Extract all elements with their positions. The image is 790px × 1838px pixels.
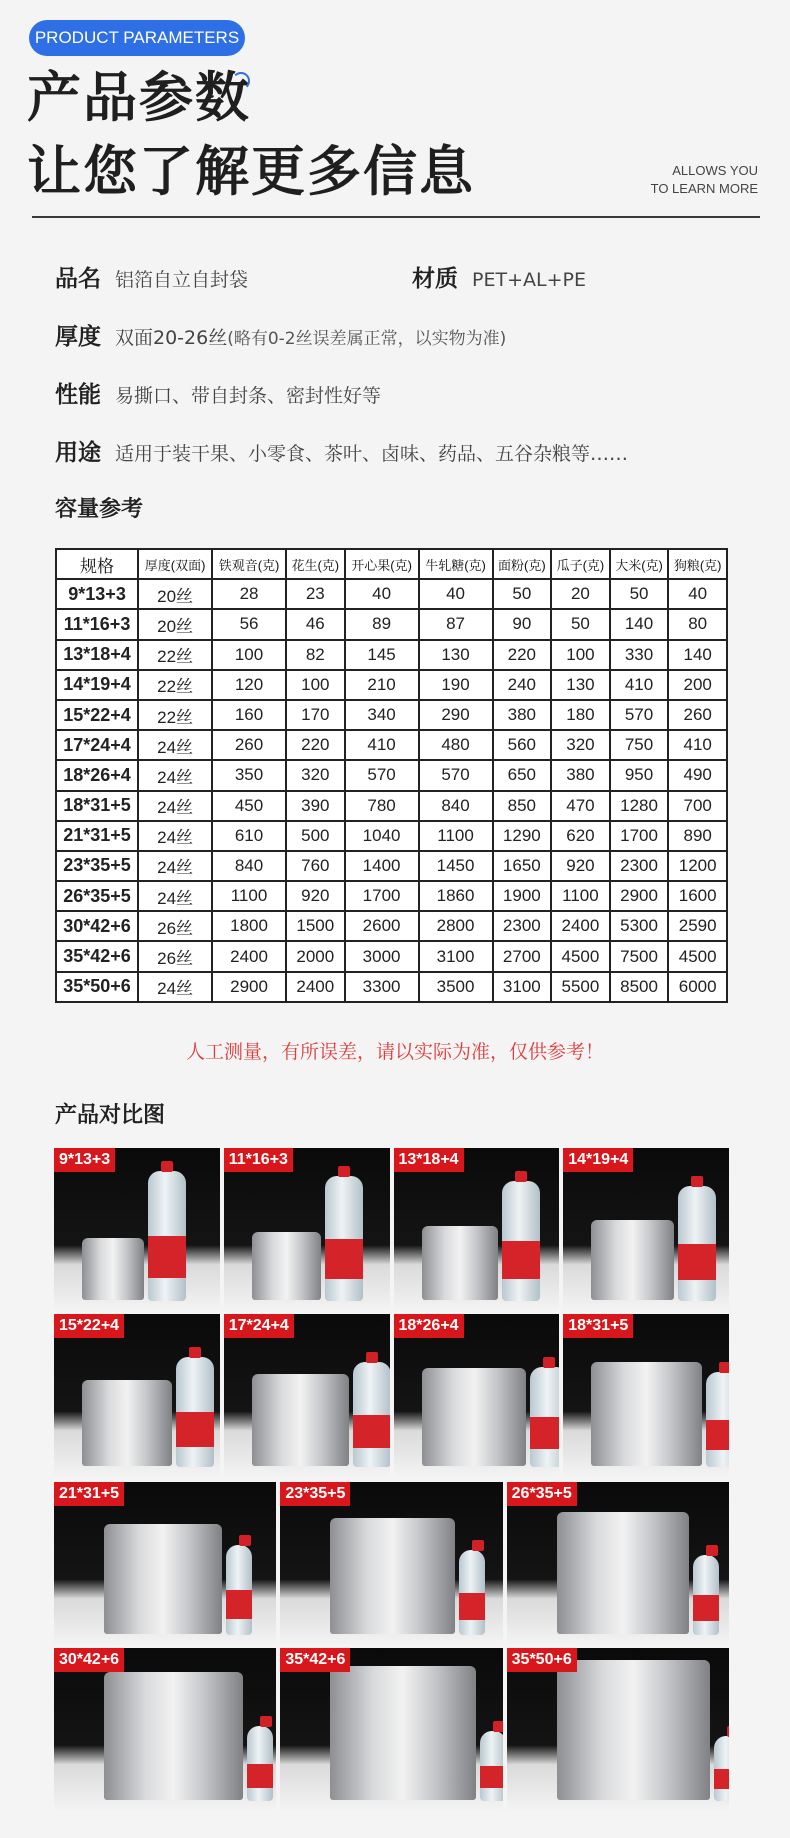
comparison-row — [54, 1482, 729, 1644]
table-cell: 3000 — [345, 941, 419, 971]
table-cell: 40 — [419, 579, 493, 609]
table-row — [56, 670, 727, 700]
table-row — [56, 760, 727, 790]
table-row — [56, 851, 727, 881]
product-parameters-badge: PRODUCT PARAMETERS — [29, 20, 245, 56]
table-cell: 1100 — [419, 821, 493, 851]
table-cell: 340 — [345, 700, 419, 730]
table-cell: 50 — [610, 579, 669, 609]
table-cell: 4500 — [551, 941, 610, 971]
column-header: 狗粮(克) — [668, 549, 727, 579]
table-cell: 2590 — [668, 911, 727, 941]
table-cell: 920 — [551, 851, 610, 881]
table-cell: 1500 — [286, 911, 345, 941]
table-cell: 24丝 — [138, 791, 212, 821]
table-cell: 89 — [345, 609, 419, 639]
table-cell: 24丝 — [138, 881, 212, 911]
size-tag: 35*42+6 — [280, 1648, 350, 1672]
table-cell: 50 — [493, 579, 552, 609]
table-cell: 500 — [286, 821, 345, 851]
size-tag: 17*24+4 — [224, 1314, 294, 1338]
comparison-heading: 产品对比图 — [55, 1103, 166, 1128]
page-subtitle: 让您了解更多信息 — [27, 140, 475, 203]
table-cell: 180 — [551, 700, 610, 730]
column-header: 大米(克) — [610, 549, 669, 579]
table-cell: 100 — [212, 640, 286, 670]
table-cell: 2000 — [286, 941, 345, 971]
table-cell: 24丝 — [138, 730, 212, 760]
table-cell: 210 — [345, 670, 419, 700]
table-cell: 1900 — [493, 881, 552, 911]
table-cell: 3100 — [493, 972, 552, 1002]
column-header: 花生(克) — [286, 549, 345, 579]
table-cell: 920 — [286, 881, 345, 911]
table-cell: 2900 — [212, 972, 286, 1002]
table-cell: 20丝 — [138, 609, 212, 639]
table-cell: 390 — [286, 791, 345, 821]
table-cell: 2900 — [610, 881, 669, 911]
size-tag: 18*31+5 — [563, 1314, 633, 1338]
page-title: 产品参数 — [27, 66, 251, 129]
performance-label: 性能 — [55, 382, 101, 408]
water-bottle-image — [706, 1372, 729, 1467]
capacity-table — [55, 548, 728, 1003]
product-photo — [280, 1482, 502, 1644]
param-performance-row — [55, 376, 381, 409]
spec-cell: 18*31+5 — [56, 791, 138, 821]
foil-bag-image — [330, 1666, 476, 1800]
table-cell: 410 — [610, 670, 669, 700]
spec-cell: 35*42+6 — [56, 941, 138, 971]
table-cell: 2400 — [286, 972, 345, 1002]
table-cell: 4500 — [668, 941, 727, 971]
disclaimer-text: 人工测量，有所误差，请以实际为准，仅供参考！ — [185, 1041, 604, 1063]
foil-bag-image — [82, 1380, 172, 1466]
table-cell: 450 — [212, 791, 286, 821]
table-cell: 750 — [610, 730, 669, 760]
table-cell: 200 — [668, 670, 727, 700]
table-cell: 380 — [551, 760, 610, 790]
table-row — [56, 730, 727, 760]
table-cell: 490 — [668, 760, 727, 790]
water-bottle-image — [693, 1555, 719, 1635]
header-divider — [32, 216, 760, 218]
table-cell: 320 — [286, 760, 345, 790]
foil-bag-image — [591, 1362, 702, 1466]
product-photo — [224, 1314, 390, 1476]
product-photo — [563, 1148, 729, 1310]
table-row — [56, 821, 727, 851]
side-caption-line2: TO LEARN MORE — [650, 181, 758, 196]
product-photo — [54, 1648, 276, 1810]
comparison-row — [54, 1648, 729, 1810]
table-cell: 890 — [668, 821, 727, 851]
name-value: 铝箔自立自封袋 — [115, 269, 249, 291]
size-tag: 30*42+6 — [54, 1648, 124, 1672]
table-cell: 1040 — [345, 821, 419, 851]
column-header: 铁观音(克) — [212, 549, 286, 579]
capacity-table-header — [56, 549, 727, 579]
size-tag: 13*18+4 — [394, 1148, 464, 1172]
spec-cell: 13*18+4 — [56, 640, 138, 670]
water-bottle-image — [714, 1736, 729, 1801]
table-cell: 610 — [212, 821, 286, 851]
table-cell: 570 — [419, 760, 493, 790]
table-cell: 1800 — [212, 911, 286, 941]
table-cell: 950 — [610, 760, 669, 790]
column-header: 开心果(克) — [345, 549, 419, 579]
table-cell: 120 — [212, 670, 286, 700]
table-cell: 700 — [668, 791, 727, 821]
table-cell: 26丝 — [138, 941, 212, 971]
table-cell: 1100 — [551, 881, 610, 911]
size-tag: 21*31+5 — [54, 1482, 124, 1506]
table-cell: 410 — [668, 730, 727, 760]
comparison-row — [54, 1148, 729, 1310]
thickness-note: (略有0-2丝误差属正常，以实物为准) — [227, 329, 507, 349]
comparison-row — [54, 1314, 729, 1476]
water-bottle-image — [176, 1357, 214, 1467]
foil-bag-image — [422, 1368, 526, 1466]
table-cell: 2300 — [493, 911, 552, 941]
side-caption-line1: ALLOWS YOU — [672, 163, 758, 178]
table-cell: 220 — [286, 730, 345, 760]
table-cell: 160 — [212, 700, 286, 730]
param-thickness-row — [55, 318, 506, 351]
water-bottle-image — [325, 1176, 363, 1301]
material-value: PET+AL+PE — [472, 269, 586, 291]
foil-bag-image — [557, 1512, 689, 1634]
table-cell: 140 — [668, 640, 727, 670]
table-cell: 260 — [212, 730, 286, 760]
spec-cell: 23*35+5 — [56, 851, 138, 881]
column-header: 面粉(克) — [493, 549, 552, 579]
foil-bag-image — [252, 1232, 321, 1300]
capacity-heading: 容量参考 — [55, 497, 144, 522]
table-cell: 480 — [419, 730, 493, 760]
product-photo — [507, 1648, 729, 1810]
table-cell: 40 — [345, 579, 419, 609]
table-cell: 240 — [493, 670, 552, 700]
water-bottle-image — [530, 1367, 560, 1467]
table-cell: 260 — [668, 700, 727, 730]
size-tag: 14*19+4 — [563, 1148, 633, 1172]
param-name-row — [55, 260, 248, 293]
material-label: 材质 — [412, 266, 458, 292]
table-cell: 170 — [286, 700, 345, 730]
product-photo — [54, 1148, 220, 1310]
size-tag: 18*26+4 — [394, 1314, 464, 1338]
spec-cell: 17*24+4 — [56, 730, 138, 760]
water-bottle-image — [226, 1545, 252, 1635]
size-tag: 26*35+5 — [507, 1482, 577, 1506]
table-cell: 780 — [345, 791, 419, 821]
table-row — [56, 941, 727, 971]
table-cell: 5500 — [551, 972, 610, 1002]
foil-bag-image — [104, 1524, 222, 1634]
table-cell: 620 — [551, 821, 610, 851]
product-photo — [280, 1648, 502, 1810]
table-cell: 3100 — [419, 941, 493, 971]
table-cell: 82 — [286, 640, 345, 670]
table-cell: 87 — [419, 609, 493, 639]
table-cell: 1700 — [610, 821, 669, 851]
table-cell: 22丝 — [138, 670, 212, 700]
table-cell: 570 — [610, 700, 669, 730]
table-cell: 1650 — [493, 851, 552, 881]
table-cell: 20丝 — [138, 579, 212, 609]
table-cell: 1600 — [668, 881, 727, 911]
foil-bag-image — [422, 1226, 498, 1300]
table-cell: 1400 — [345, 851, 419, 881]
foil-bag-image — [252, 1374, 349, 1466]
table-row — [56, 972, 727, 1002]
foil-bag-image — [104, 1672, 243, 1800]
table-cell: 24丝 — [138, 821, 212, 851]
table-cell: 2700 — [493, 941, 552, 971]
table-cell: 40 — [668, 579, 727, 609]
performance-value: 易撕口、带自封条、密封性好等 — [115, 385, 382, 407]
table-cell: 145 — [345, 640, 419, 670]
table-cell: 380 — [493, 700, 552, 730]
spec-cell: 18*26+4 — [56, 760, 138, 790]
table-cell: 1450 — [419, 851, 493, 881]
table-cell: 23 — [286, 579, 345, 609]
usage-label: 用途 — [55, 440, 101, 466]
water-bottle-image — [247, 1726, 273, 1801]
spec-cell: 21*31+5 — [56, 821, 138, 851]
table-cell: 570 — [345, 760, 419, 790]
spec-cell: 15*22+4 — [56, 700, 138, 730]
param-usage-row — [55, 434, 628, 467]
capacity-table-body — [56, 579, 727, 1002]
thickness-value: 双面20-26丝 — [115, 327, 228, 349]
water-bottle-image — [353, 1362, 390, 1467]
spec-cell: 35*50+6 — [56, 972, 138, 1002]
table-cell: 190 — [419, 670, 493, 700]
param-material-row — [412, 260, 586, 293]
column-header: 瓜子(克) — [551, 549, 610, 579]
table-row — [56, 579, 727, 609]
size-tag: 11*16+3 — [224, 1148, 293, 1172]
table-cell: 24丝 — [138, 760, 212, 790]
title-decoration — [232, 72, 250, 90]
table-row — [56, 700, 727, 730]
table-cell: 80 — [668, 609, 727, 639]
table-cell: 22丝 — [138, 700, 212, 730]
product-photo — [224, 1148, 390, 1310]
table-cell: 840 — [212, 851, 286, 881]
table-cell: 22丝 — [138, 640, 212, 670]
water-bottle-image — [480, 1731, 502, 1801]
thickness-label: 厚度 — [55, 324, 101, 350]
table-cell: 8500 — [610, 972, 669, 1002]
spec-cell: 9*13+3 — [56, 579, 138, 609]
table-cell: 1290 — [493, 821, 552, 851]
table-cell: 5300 — [610, 911, 669, 941]
table-row — [56, 609, 727, 639]
table-cell: 330 — [610, 640, 669, 670]
table-cell: 1200 — [668, 851, 727, 881]
foil-bag-image — [82, 1238, 144, 1300]
table-cell: 2400 — [212, 941, 286, 971]
water-bottle-image — [459, 1550, 485, 1635]
product-photo — [394, 1148, 560, 1310]
column-header: 厚度(双面) — [138, 549, 212, 579]
table-cell: 6000 — [668, 972, 727, 1002]
spec-cell: 11*16+3 — [56, 609, 138, 639]
table-cell: 56 — [212, 609, 286, 639]
table-cell: 2300 — [610, 851, 669, 881]
size-tag: 15*22+4 — [54, 1314, 124, 1338]
product-photo — [507, 1482, 729, 1644]
name-label: 品名 — [55, 266, 101, 292]
table-cell: 350 — [212, 760, 286, 790]
table-cell: 1860 — [419, 881, 493, 911]
table-cell: 650 — [493, 760, 552, 790]
table-cell: 320 — [551, 730, 610, 760]
size-tag: 35*50+6 — [507, 1648, 577, 1672]
table-cell: 46 — [286, 609, 345, 639]
column-header: 规格 — [56, 549, 138, 579]
size-tag: 23*35+5 — [280, 1482, 350, 1506]
table-cell: 26丝 — [138, 911, 212, 941]
table-cell: 290 — [419, 700, 493, 730]
table-cell: 3500 — [419, 972, 493, 1002]
side-caption — [651, 162, 758, 198]
table-cell: 1100 — [212, 881, 286, 911]
water-bottle-image — [678, 1186, 716, 1301]
table-row — [56, 791, 727, 821]
product-photo — [54, 1314, 220, 1476]
table-row — [56, 881, 727, 911]
table-cell: 130 — [551, 670, 610, 700]
table-cell: 20 — [551, 579, 610, 609]
table-cell: 470 — [551, 791, 610, 821]
table-cell: 410 — [345, 730, 419, 760]
foil-bag-image — [557, 1660, 710, 1800]
spec-cell: 14*19+4 — [56, 670, 138, 700]
table-cell: 850 — [493, 791, 552, 821]
table-cell: 2600 — [345, 911, 419, 941]
foil-bag-image — [591, 1220, 674, 1300]
table-cell: 24丝 — [138, 851, 212, 881]
table-cell: 100 — [551, 640, 610, 670]
water-bottle-image — [148, 1171, 186, 1301]
table-cell: 1280 — [610, 791, 669, 821]
table-cell: 2400 — [551, 911, 610, 941]
table-cell: 24丝 — [138, 972, 212, 1002]
column-header: 牛轧糖(克) — [419, 549, 493, 579]
spec-cell: 30*42+6 — [56, 911, 138, 941]
table-cell: 840 — [419, 791, 493, 821]
table-cell: 28 — [212, 579, 286, 609]
spec-cell: 26*35+5 — [56, 881, 138, 911]
table-cell: 50 — [551, 609, 610, 639]
table-cell: 140 — [610, 609, 669, 639]
table-cell: 220 — [493, 640, 552, 670]
table-row — [56, 911, 727, 941]
table-cell: 2800 — [419, 911, 493, 941]
table-cell: 7500 — [610, 941, 669, 971]
table-row — [56, 640, 727, 670]
table-cell: 3300 — [345, 972, 419, 1002]
table-cell: 1700 — [345, 881, 419, 911]
foil-bag-image — [330, 1518, 455, 1634]
table-cell: 130 — [419, 640, 493, 670]
product-photo — [394, 1314, 560, 1476]
table-cell: 100 — [286, 670, 345, 700]
table-cell: 760 — [286, 851, 345, 881]
table-cell: 560 — [493, 730, 552, 760]
product-photo — [54, 1482, 276, 1644]
table-cell: 90 — [493, 609, 552, 639]
usage-value: 适用于装干果、小零食、茶叶、卤味、药品、五谷杂粮等…… — [115, 443, 629, 465]
product-photo — [563, 1314, 729, 1476]
size-tag: 9*13+3 — [54, 1148, 115, 1172]
water-bottle-image — [502, 1181, 540, 1301]
